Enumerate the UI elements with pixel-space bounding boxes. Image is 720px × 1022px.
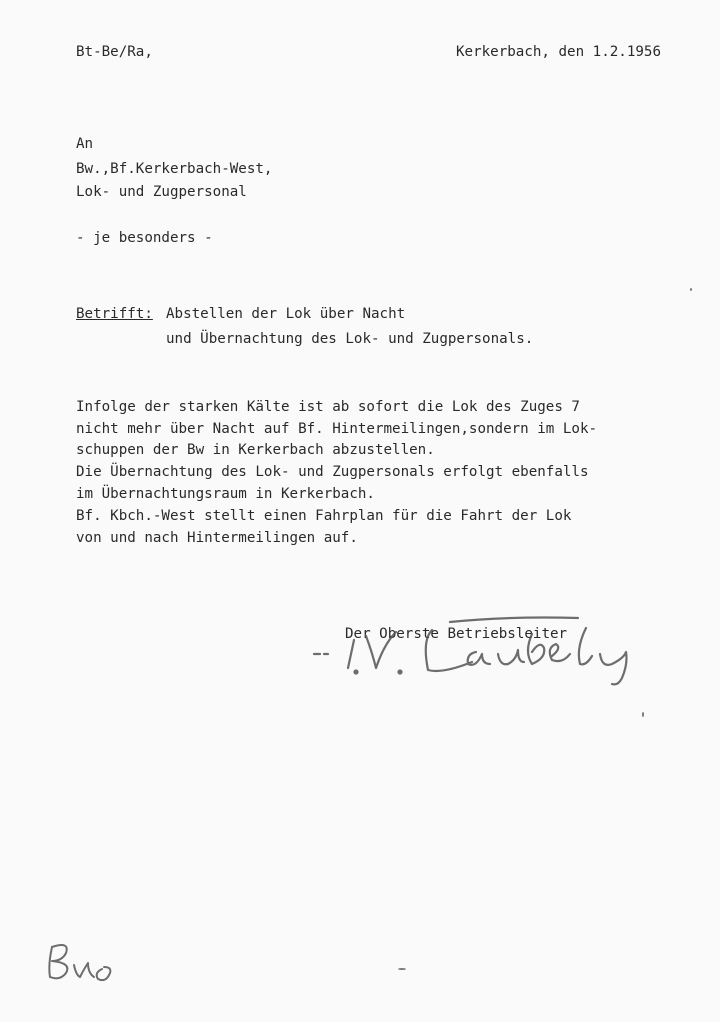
body-line: Die Übernachtung des Lok- und Zugpersonals erfolgt ebenfalls — [76, 464, 589, 480]
recipient-salutation: An — [76, 136, 94, 152]
ink-speck — [642, 712, 644, 717]
place-date: Kerkerbach, den 1.2.1956 — [456, 44, 661, 60]
signatory-title: Der Oberste Betriebsleiter — [345, 626, 568, 642]
ink-speck — [398, 968, 406, 970]
recipient-line-1: Bw.,Bf.Kerkerbach-West, — [76, 161, 273, 177]
subject-label: Betrifft: — [76, 306, 153, 322]
handwritten-initial — [38, 935, 138, 995]
reference-code: Bt-Be/Ra, — [76, 44, 153, 60]
subject-line-1: Abstellen der Lok über Nacht — [166, 306, 406, 322]
recipient-note: - je besonders - — [76, 230, 213, 246]
recipient-line-2: Lok- und Zugpersonal — [76, 184, 247, 200]
body-line: von und nach Hintermeilingen auf. — [76, 530, 358, 546]
body-line: schuppen der Bw in Kerkerbach abzustellen. — [76, 442, 435, 458]
body-line: im Übernachtungsraum in Kerkerbach. — [76, 486, 375, 502]
body-line: Infolge der starken Kälte ist ab sofort die Lok des Zuges 7 — [76, 399, 580, 415]
subject-line-2: und Übernachtung des Lok- und Zugpersonals. — [166, 331, 534, 347]
body-line: nicht mehr über Nacht auf Bf. Hintermeilingen,sondern im Lok- — [76, 421, 598, 437]
ink-speck — [690, 288, 692, 291]
handwritten-signature — [300, 600, 660, 700]
body-line: Bf. Kbch.-West stellt einen Fahrplan für die Fahrt der Lok — [76, 508, 572, 524]
